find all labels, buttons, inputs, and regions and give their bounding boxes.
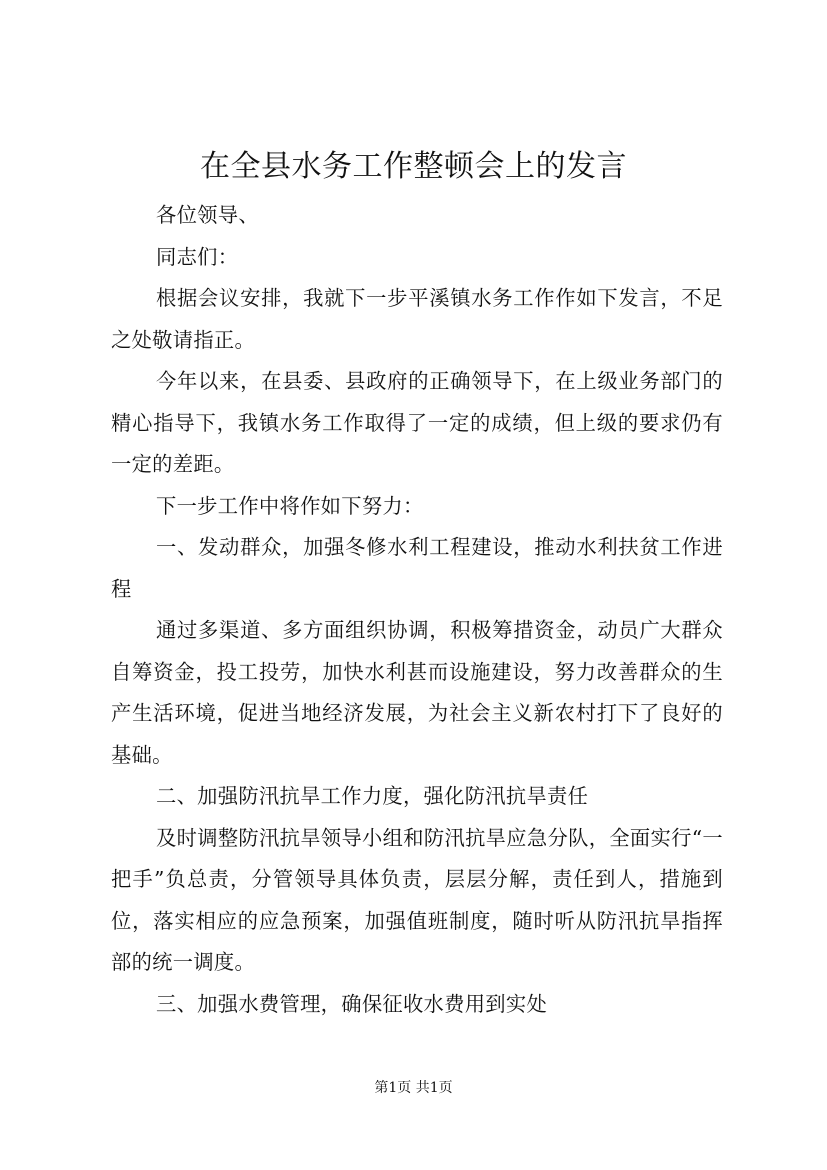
paragraph-next-steps: 下一步工作中将作如下努力：: [156, 493, 424, 518]
paragraph-section-1: 通过多渠道、多方面组织协调，积极筹措资金，动员广大群众自筹资金，投工投劳，加快水利甚而设施建设，努力改善群众的生产生活环境，促进当地经济发展，为社会主义新农村打下了良好的基础。: [111, 618, 723, 767]
paragraph-salutation-2: 同志们：: [156, 244, 239, 269]
paragraph-salutation-1: 各位领导、: [156, 203, 259, 227]
document-title: 在全县水务工作整顿会上的发言: [200, 149, 627, 184]
page-footer: 第1页 共1页: [374, 1080, 453, 1096]
paragraph-section-2: 及时调整防汛抗旱领导小组和防汛抗旱应急分队，全面实行“一把手”负总责，分管领导具体负责，层层分解，责任到人，措施到位，落实相应的应急预案，加强值班制度，随时听从防汛抗旱指挥部的统一调度。: [111, 825, 723, 974]
section-heading-2: 二、加强防汛抗旱工作力度，强化防汛抗旱责任: [156, 784, 589, 808]
paragraph-achievements: 今年以来，在县委、县政府的正确领导下，在上级业务部门的精心指导下，我镇水务工作取得了一定的成绩，但上级的要求仍有一定的差距。: [111, 369, 723, 476]
section-heading-3: 三、加强水费管理，确保征收水费用到实处: [156, 991, 548, 1016]
document-body: [111, 195, 723, 1025]
section-heading-1: 一、发动群众，加强冬修水利工程建设，推动水利扶贫工作进程: [111, 535, 723, 601]
paragraph-intro: 根据会议安排，我就下一步平溪镇水务工作作如下发言，不足之处敬请指正。: [111, 286, 723, 352]
